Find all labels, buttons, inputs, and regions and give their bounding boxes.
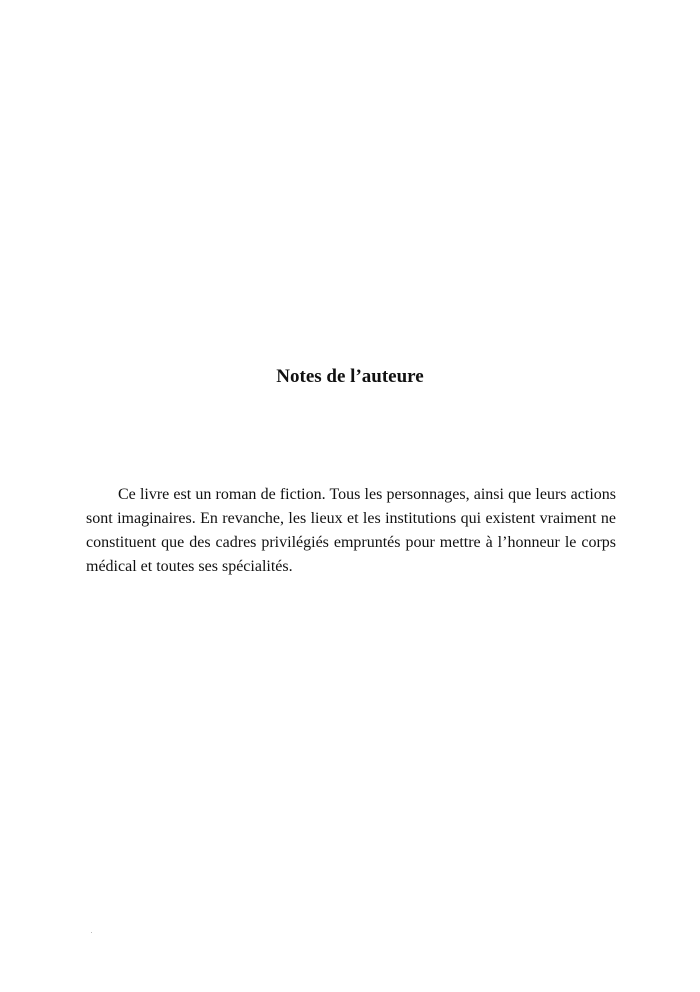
author-note-paragraph: Ce livre est un roman de fiction. Tous les personnages, ainsi que leurs actions sont imaginaires. En revanche, les lieux et les institutions qui existent vraiment ne constituent que des cadres privilégiés empruntés pour mettre à l’honneur le corps médical et toutes ses spécialités. xyxy=(86,486,616,575)
page-mark xyxy=(91,932,92,933)
page-title: Notes de l’auteure xyxy=(276,366,424,387)
